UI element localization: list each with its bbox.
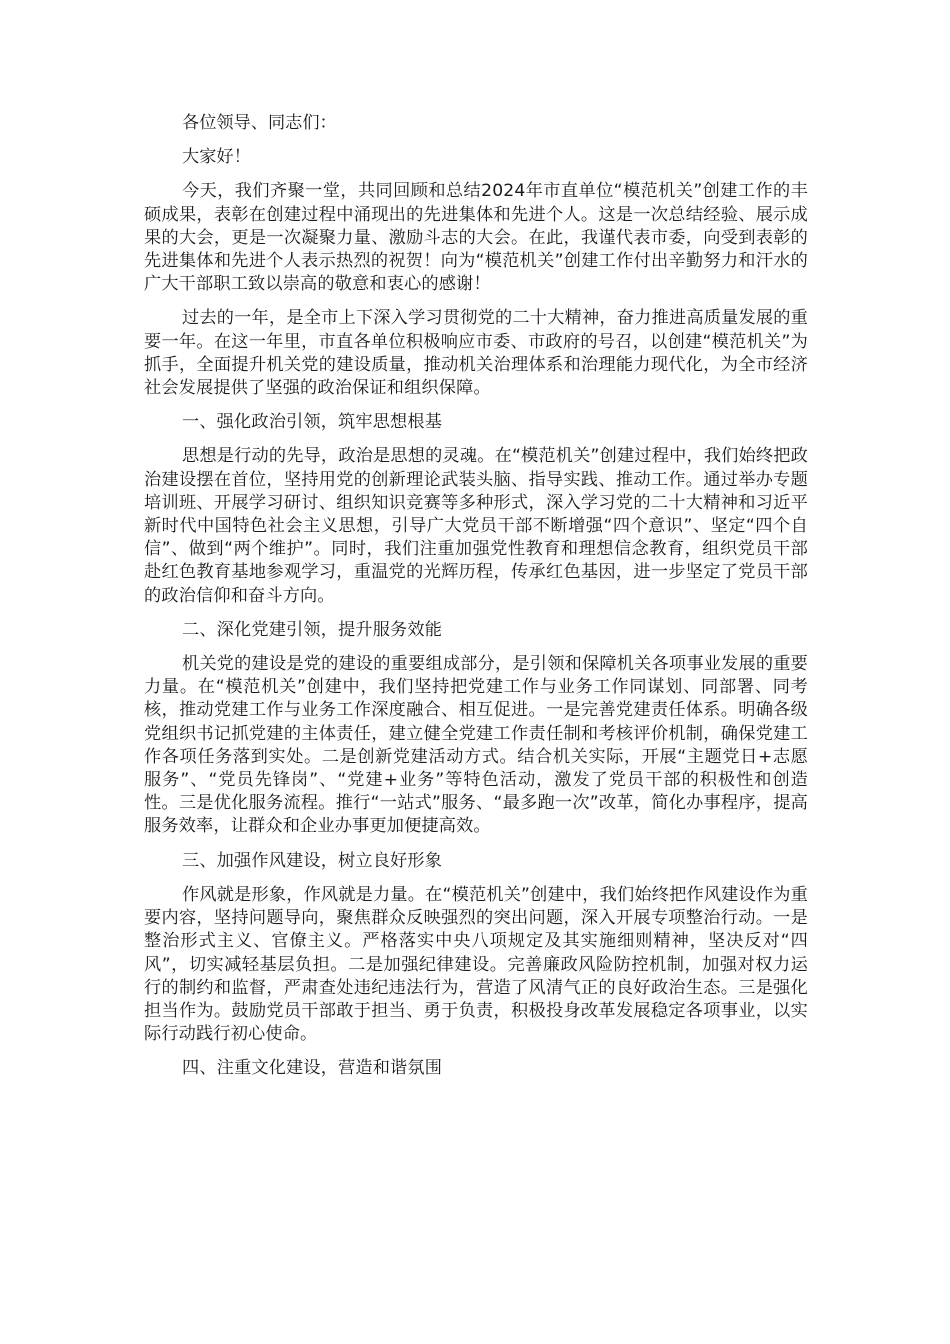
section-1-paragraph: 思想是行动的先导，政治是思想的灵魂。在“模范机关”创建过程中，我们始终把政治建设摆在首位，坚持用党的创新理论武装头脑、指导实践、推动工作。通过举办专题培训班、开展学习研讨、组织知识竞赛等多种形式，深入学习党的二十大精神和习近平新时代中国特色社会主义思想，引导广大党员干部不断增强“四个意识”、坚定“四个自信”、做到“两个维护”。同时，我们注重加强党性教育和理想信念教育，组织党员干部赴红色教育基地参观学习，重温党的光辉历程，传承红色基因，进一步坚定了党员干部的政治信仰和奋斗方向。 <box>144 446 808 606</box>
section-3-paragraph: 作风就是形象，作风就是力量。在“模范机关”创建中，我们始终把作风建设作为重要内容，坚持问题导向，聚焦群众反映强烈的突出问题，深入开展专项整治行动。一是整治形式主义、官僚主义。严格落实中央八项规定及其实施细则精神，坚决反对“四风”，切实减轻基层负担。二是加强纪律建设。完善廉政风险防控机制，加强对权力运行的制约和监督，严肃查处违纪违法行为，营造了风清气正的良好政治生态。三是强化担当作为。鼓励党员干部敢于担当、勇于负责，积极投身改革发展稳定各项事业，以实际行动践行初心使命。 <box>144 884 808 1045</box>
hello-line: 大家好！ <box>182 147 251 168</box>
section-heading-1: 一、强化政治引领，筑牢思想根基 <box>182 412 443 433</box>
greeting-line: 各位领导、同志们： <box>182 113 337 133</box>
intro-paragraph-1: 今天，我们齐聚一堂，共同回顾和总结2024年市直单位“模范机关”创建工作的丰硕成果，表彰在创建过程中涌现出的先进集体和先进个人。这是一次总结经验、展示成果的大会，更是一次凝聚力量、激励斗志的大会。在此，我谨代表市委，向受到表彰的先进集体和先进个人表示热烈的祝贺！向为“模范机关”创建工作付出辛勤努力和汗水的广大干部职工致以崇高的敬意和衷心的感谢！ <box>144 181 808 295</box>
section-heading-2: 二、深化党建引领，提升服务效能 <box>182 619 443 640</box>
document-page <box>144 112 808 1092</box>
intro-paragraph-2: 过去的一年，是全市上下深入学习贯彻党的二十大精神，奋力推进高质量发展的重要一年。在这一年里，市直各单位积极响应市委、市政府的号召，以创建“模范机关”为抓手，全面提升机关党的建设质量，推动机关治理体系和治理能力现代化，为全市经济社会发展提供了坚强的政治保证和组织保障。 <box>144 308 808 399</box>
section-heading-3: 三、加强作风建设，树立良好形象 <box>182 850 443 871</box>
section-heading-4: 四、注重文化建设，营造和谐氛围 <box>182 1058 443 1079</box>
section-2-paragraph: 机关党的建设是党的建设的重要组成部分，是引领和保障机关各项事业发展的重要力量。在“模范机关”创建中，我们坚持把党建工作与业务工作同谋划、同部署、同考核，推动党建工作与业务工作深度融合、相互促进。一是完善党建责任体系。明确各级党组织书记抓党建的主体责任，建立健全党建工作责任制和考核评价机制，确保党建工作各项任务落到实处。二是创新党建活动方式。结合机关实际，开展“主题党日+志愿服务”、“党员先锋岗”、“党建+业务”等特色活动，激发了党员干部的积极性和创造性。三是优化服务流程。推行“一站式”服务、“最多跑一次”改革，简化办事程序，提高服务效率，让群众和企业办事更加便捷高效。 <box>144 654 808 837</box>
